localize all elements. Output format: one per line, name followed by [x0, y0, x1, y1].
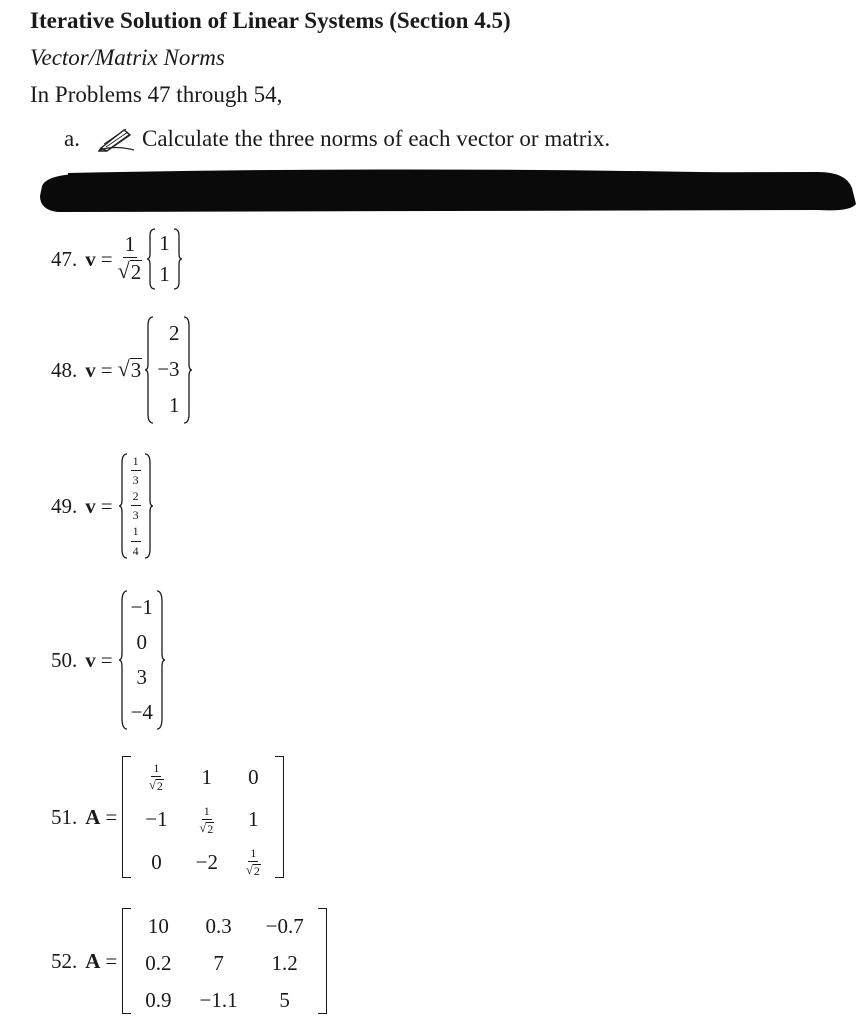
radicand: 2 — [156, 779, 163, 793]
matrix-row — [131, 841, 275, 884]
vector-47 — [146, 228, 183, 290]
radicand: 2 — [130, 260, 142, 285]
pencil-icon — [98, 126, 136, 152]
matrix-entry: 7 — [213, 951, 224, 975]
matrix-entry: −1.1 — [199, 988, 238, 1012]
fraction-numerator: 1 — [203, 803, 210, 818]
instruction-letter: a. — [64, 126, 80, 151]
problem-number: 47. — [51, 246, 78, 271]
vector-entry: 2 — [169, 321, 180, 346]
matrix-entry: −0.7 — [265, 914, 304, 938]
fraction-entry: 1 √ 2 — [148, 761, 163, 793]
fraction-entry: 1 √ 2 — [199, 803, 214, 836]
vector-entry: −3 — [157, 357, 180, 382]
instruction-text: Calculate the three norms of each vector or matrix. — [142, 126, 611, 151]
matrix-entry: 0.2 — [145, 951, 172, 975]
fraction-numerator: 1 — [131, 524, 141, 541]
matrix-row — [131, 945, 317, 982]
equals-sign: = — [105, 804, 118, 829]
instruction-a — [64, 126, 610, 152]
coefficient-fraction — [118, 234, 143, 283]
vector-symbol: v — [85, 493, 96, 518]
problem-50 — [51, 590, 166, 730]
matrix-entry: 0 — [151, 849, 162, 874]
redaction-mark — [38, 166, 858, 214]
vector-entry: 1 — [169, 393, 180, 418]
fraction-entry — [131, 454, 141, 488]
vector-entry: −4 — [130, 699, 153, 724]
problem-48 — [51, 316, 193, 424]
vector-symbol: v — [85, 246, 96, 271]
fraction-denominator: 3 — [132, 508, 139, 523]
vector-50 — [118, 590, 166, 730]
fraction-numerator: 1 — [250, 846, 257, 861]
radicand: 3 — [130, 358, 142, 383]
sqrt-denominator: √ 2 — [117, 258, 142, 285]
vector-entry: −1 — [130, 594, 153, 619]
fraction-denominator: 4 — [132, 543, 139, 558]
vector-entry: 1 — [159, 261, 170, 286]
vector-symbol: v — [85, 647, 96, 672]
equals-sign: = — [100, 357, 113, 382]
problem-number: 52. — [51, 948, 78, 973]
fraction-entry: 1 √ 2 — [245, 846, 260, 879]
fraction-numerator: 1 — [131, 454, 141, 471]
fraction-entry — [131, 524, 141, 558]
problem-47 — [51, 228, 183, 290]
matrix-entry: 10 — [147, 914, 169, 938]
problem-51 — [51, 756, 284, 878]
matrix-entry: 5 — [279, 988, 290, 1012]
equals-sign: = — [100, 647, 113, 672]
matrix-entry: −2 — [195, 849, 218, 874]
problem-52 — [51, 908, 327, 1014]
matrix-row — [131, 756, 275, 799]
matrix-row — [131, 908, 317, 945]
matrix-entry: −1 — [145, 807, 168, 832]
vector-48 — [144, 316, 192, 424]
matrix-entry: 1 — [201, 764, 213, 789]
matrix-entry: 1 — [248, 807, 259, 832]
section-subtitle: Vector/Matrix Norms — [30, 45, 225, 70]
vector-entry: 0 — [136, 629, 148, 654]
fraction-numerator: 1 — [124, 232, 136, 257]
vector-symbol: v — [85, 357, 96, 382]
equals-sign: = — [105, 948, 118, 973]
problem-number: 51. — [51, 804, 78, 829]
equals-sign: = — [100, 493, 113, 518]
fraction-denominator: 3 — [132, 473, 139, 488]
problems-intro: In Problems 47 through 54, — [30, 82, 283, 107]
matrix-row — [131, 982, 317, 1019]
matrix-52 — [122, 908, 326, 1014]
equals-sign: = — [100, 246, 113, 271]
matrix-row — [131, 799, 275, 842]
matrix-entry: 0.9 — [145, 988, 172, 1012]
problem-49 — [51, 453, 154, 559]
fraction-entry — [131, 489, 141, 523]
fraction-numerator: 1 — [153, 761, 160, 775]
matrix-entry: 1.2 — [271, 951, 298, 975]
sqrt-coefficient: √ 3 — [117, 356, 142, 383]
vector-entry: 3 — [136, 664, 148, 689]
matrix-symbol: A — [85, 948, 101, 973]
section-title: Iterative Solution of Linear Systems (Section 4.5) — [30, 8, 511, 33]
problem-number: 49. — [51, 493, 78, 518]
fraction-numerator: 2 — [131, 489, 141, 506]
matrix-entry: 0.3 — [205, 914, 232, 938]
matrix-51 — [122, 756, 284, 878]
radicand: 2 — [207, 821, 214, 836]
vector-entry: 1 — [159, 230, 170, 255]
matrix-entry: 0 — [248, 764, 259, 789]
problem-number: 50. — [51, 647, 78, 672]
vector-49 — [118, 453, 154, 559]
radicand: 2 — [253, 864, 260, 879]
problem-number: 48. — [51, 357, 78, 382]
matrix-symbol: A — [85, 804, 101, 829]
